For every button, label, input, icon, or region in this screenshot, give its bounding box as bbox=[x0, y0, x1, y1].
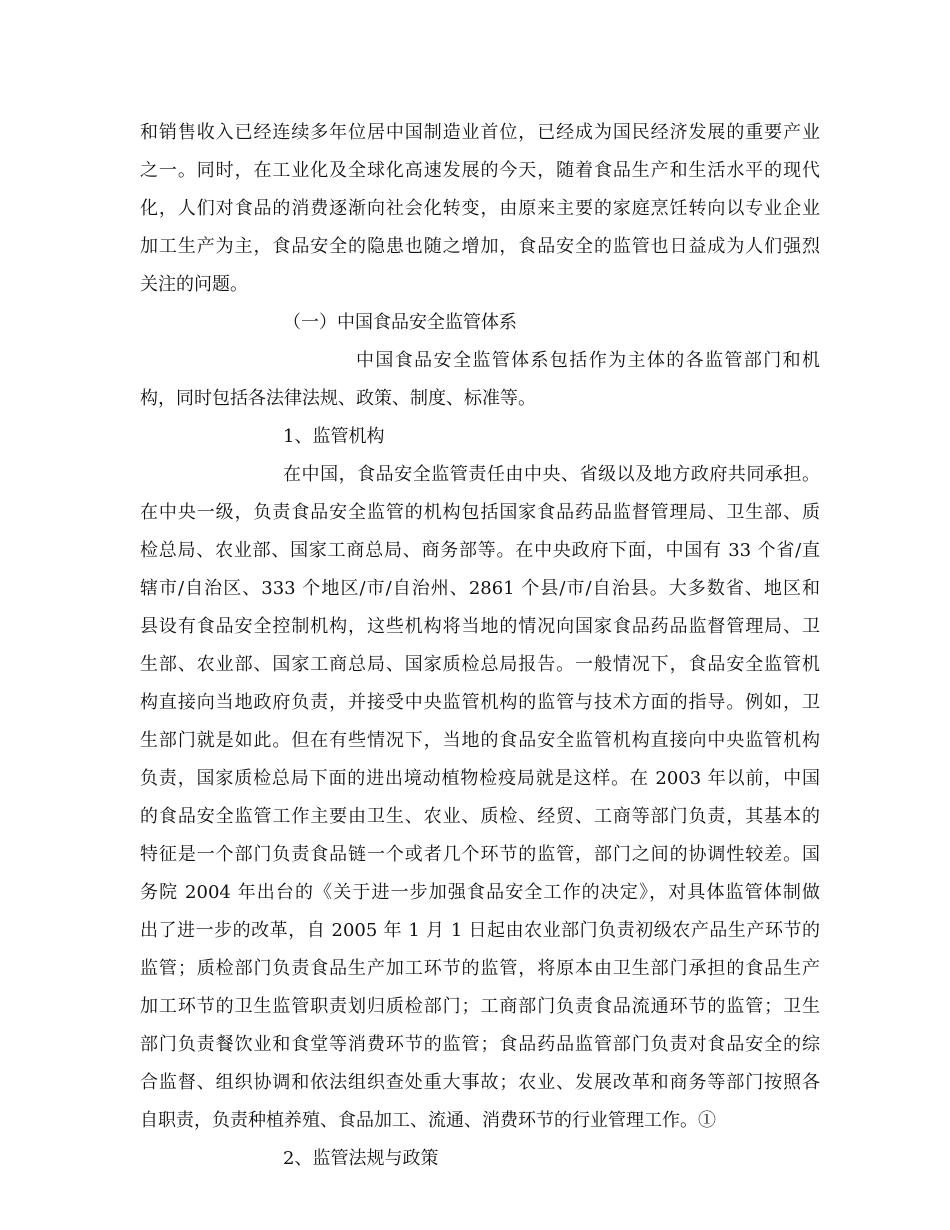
paragraph-line: 合监督、组织协调和依法组织查处重大事故；农业、发展改革和商务等部门按照各 bbox=[140, 1072, 820, 1093]
paragraph-line: 加工环节的卫生监管职责划归质检部门；工商部门负责食品流通环节的监管；卫生 bbox=[140, 996, 820, 1017]
paragraph-line: 在中国，食品安全监管责任由中央、省级以及地方政府共同承担。 bbox=[283, 464, 820, 485]
paragraph-line: 和销售收入已经连续多年位居中国制造业首位，已经成为国民经济发展的重要产业 bbox=[140, 122, 820, 143]
paragraph-line: 构直接向当地政府负责，并接受中央监管机构的监管与技术方面的指导。例如，卫 bbox=[140, 692, 820, 713]
subsection-heading: 1、监管机构 bbox=[283, 426, 385, 447]
paragraph-line: 特征是一个部门负责食品链一个或者几个环节的监管，部门之间的协调性较差。国 bbox=[140, 844, 820, 865]
paragraph-line: 生部、农业部、国家工商总局、国家质检总局报告。一般情况下，食品安全监管机 bbox=[140, 654, 820, 675]
paragraph-line: 关注的问题。 bbox=[140, 274, 248, 295]
paragraph-line: 负责，国家质检总局下面的进出境动植物检疫局就是这样。在 2003 年以前，中国 bbox=[140, 768, 820, 789]
paragraph-line: 的食品安全监管工作主要由卫生、农业、质检、经贸、工商等部门负责，其基本的 bbox=[140, 806, 820, 827]
paragraph-line: 县设有食品安全控制机构，这些机构将当地的情况向国家食品药品监督管理局、卫 bbox=[140, 616, 820, 637]
subsection-heading: 2、监管法规与政策 bbox=[283, 1148, 439, 1169]
paragraph-line: 检总局、农业部、国家工商总局、商务部等。在中央政府下面，中国有 33 个省/直 bbox=[140, 540, 820, 561]
paragraph-line: 部门负责餐饮业和食堂等消费环节的监管；食品药品监管部门负责对食品安全的综 bbox=[140, 1034, 820, 1055]
paragraph-line: 监管；质检部门负责食品生产加工环节的监管，将原本由卫生部门承担的食品生产 bbox=[140, 958, 820, 979]
paragraph-line: 辖市/自治区、333 个地区/市/自治州、2861 个县/市/自治县。大多数省、地区和 bbox=[140, 578, 820, 599]
paragraph-line: 在中央一级，负责食品安全监管的机构包括国家食品药品监督管理局、卫生部、质 bbox=[140, 502, 820, 523]
paragraph-line: 生部门就是如此。但在有些情况下，当地的食品安全监管机构直接向中央监管机构 bbox=[140, 730, 820, 751]
paragraph-line: 之一。同时，在工业化及全球化高速发展的今天，随着食品生产和生活水平的现代 bbox=[140, 160, 820, 181]
paragraph-line: 中国食品安全监管体系包括作为主体的各监管部门和机 bbox=[356, 350, 820, 371]
paragraph-line: 构，同时包括各法律法规、政策、制度、标准等。 bbox=[140, 388, 536, 409]
paragraph-line: 加工生产为主，食品安全的隐患也随之增加，食品安全的监管也日益成为人们强烈 bbox=[140, 236, 820, 257]
paragraph-line: 出了进一步的改革，自 2005 年 1 月 1 日起由农业部门负责初级农产品生产环节的 bbox=[140, 920, 820, 941]
section-heading: （一）中国食品安全监管体系 bbox=[283, 312, 517, 333]
paragraph-line: 化，人们对食品的消费逐渐向社会化转变，由原来主要的家庭烹饪转向以专业企业 bbox=[140, 198, 820, 219]
paragraph-line: 务院 2004 年出台的《关于进一步加强食品安全工作的决定》，对具体监管体制做 bbox=[140, 882, 820, 903]
paragraph-line: 自职责，负责种植养殖、食品加工、流通、消费环节的行业管理工作。① bbox=[140, 1110, 716, 1131]
